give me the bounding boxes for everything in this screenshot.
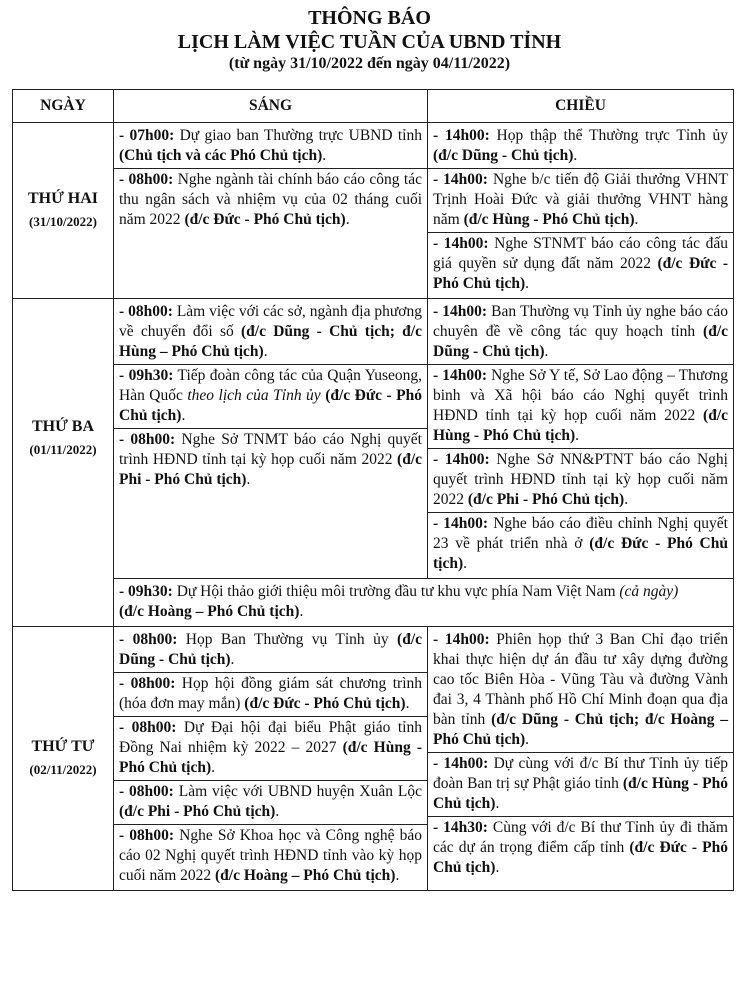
schedule-item <box>428 817 733 880</box>
item-time: - 08h00: <box>119 827 175 844</box>
item-end: . <box>634 211 639 228</box>
schedule-item <box>428 233 733 296</box>
item-end: . <box>299 603 304 620</box>
item-leader: (đ/c Đức - Phó Chủ tịch) <box>244 695 406 712</box>
item-time: - 08h00: <box>119 719 177 736</box>
item-text: Dự giao ban Thường trực UBND tỉnh <box>174 127 422 144</box>
day-cell <box>13 299 114 579</box>
item-leader: (đ/c Hoàng – Phó Chủ tịch) <box>119 603 300 620</box>
item-leader: (đ/c Đức - Phó Chủ tịch) <box>433 255 728 292</box>
item-text: Làm việc với UBND huyện Xuân Lộc <box>173 783 422 800</box>
schedule-item <box>114 825 427 888</box>
item-end: . <box>395 867 400 884</box>
item-text: Nghe Sở Khoa học và Công nghệ báo cáo 02 Nghị quyết trình HĐND tỉnh vào kỳ họp cuối năm 2022 <box>119 827 422 884</box>
item-time: - 08h00: <box>119 303 173 320</box>
item-leader: (đ/c Hùng - Phó Chủ tịch) <box>433 775 728 812</box>
item-text: Ban Thường vụ Tỉnh ủy nghe báo cáo chuyên đề về công tác quy hoạch tỉnh <box>433 303 728 340</box>
day-date: (01/11/2022) <box>29 442 97 458</box>
schedule-item <box>114 581 733 624</box>
item-text: Dự cùng với đ/c Bí thư Tỉnh ủy tiếp đoàn Ban trị sự Phật giáo tỉnh <box>433 755 728 792</box>
day-name: THỨ HAI <box>27 190 99 207</box>
item-end: . <box>322 147 327 164</box>
item-leader: (đ/c Đức - Phó Chủ tịch) <box>433 535 728 572</box>
schedule-item <box>114 169 427 232</box>
item-end: . <box>246 471 251 488</box>
item-end: . <box>345 211 350 228</box>
item-time: - 08h00: <box>119 783 174 800</box>
schedule-item <box>428 513 733 576</box>
afternoon-cell <box>428 627 734 891</box>
morning-cell <box>114 627 428 891</box>
item-time: - 07h00: <box>119 127 175 144</box>
schedule-title: LỊCH LÀM VIỆC TUẦN CỦA UBND TỈNH <box>177 31 562 53</box>
morning-cell <box>114 299 428 579</box>
item-time: - 14h00: <box>433 367 488 384</box>
schedule-item <box>114 781 427 825</box>
item-end: . <box>263 343 268 360</box>
item-leader: (đ/c Hoàng – Phó Chủ tịch) <box>215 867 396 884</box>
item-leader: (đ/c Dũng - Chủ tịch; đ/c Hùng – Phó Chủ tịch) <box>119 323 422 360</box>
item-time: - 14h00: <box>433 303 488 320</box>
fullday-day-cell <box>13 579 114 627</box>
day-name: THỨ TƯ <box>31 738 95 755</box>
schedule-item <box>428 365 733 449</box>
schedule-item <box>428 169 733 233</box>
afternoon-cell <box>428 299 734 579</box>
item-text: Cùng với đ/c Bí thư Tỉnh ủy đi thăm các dự án trọng điểm cấp tỉnh <box>433 819 728 856</box>
afternoon-cell <box>428 123 734 299</box>
table-header-row <box>13 90 734 123</box>
item-time: - 14h00: <box>433 127 490 144</box>
schedule-item <box>428 753 733 817</box>
item-end: . <box>405 695 410 712</box>
item-time: - 08h00: <box>119 675 176 692</box>
fullday-row <box>13 579 734 627</box>
item-time: - 08h00: <box>119 171 174 188</box>
schedule-item <box>428 301 733 365</box>
item-note: (cả ngày) <box>619 583 679 600</box>
item-text: Làm việc với các sở, ngành địa phương về chuyển đổi số <box>119 303 422 340</box>
item-leader: (đ/c Dũng - Chủ tịch) <box>433 323 728 360</box>
item-time: - 14h00: <box>433 755 489 772</box>
item-end: . <box>463 555 468 572</box>
fullday-cell <box>114 579 734 627</box>
notice-title: THÔNG BÁO <box>308 7 431 29</box>
schedule-item <box>428 125 733 169</box>
item-leader: (đ/c Hùng - Phó Chủ tịch) <box>463 211 635 228</box>
item-text: Nghe b/c tiến độ Giải thưởng VHNT Trịnh Hoài Đức và giải thưởng VHNT hàng năm <box>433 171 728 228</box>
item-note: theo lịch của Tỉnh ủy <box>187 387 321 404</box>
schedule-item <box>114 629 427 673</box>
item-time: - 08h00: <box>119 631 178 648</box>
day-date: (31/10/2022) <box>29 214 97 229</box>
item-text: Họp hội đồng giám sát chương trình (hóa đơn may mắn) <box>119 675 422 712</box>
item-end: . <box>275 803 280 820</box>
item-leader: (đ/c Dũng - Chủ tịch) <box>433 147 574 164</box>
item-time: - 14h00: <box>433 631 490 648</box>
item-text: Dự Hội thảo giới thiệu môi trường đầu tư khu vực phía Nam Việt Nam <box>172 583 620 600</box>
item-text: Nghe Sở Y tế, Sở Lao động – Thương binh và Xã hội báo cáo Nghị quyết trình HĐND tỉnh tại kỳ họp cuối năm 2022 <box>433 367 728 424</box>
item-time: - 14h00: <box>433 515 489 532</box>
day-row <box>13 299 734 579</box>
item-leader: (đ/c Đức - Phó Chủ tịch) <box>119 387 422 424</box>
item-text: Nghe STNMT báo cáo công tác đấu giá quyền sử dụng đất năm 2022 <box>433 235 728 272</box>
schedule-item <box>114 365 427 429</box>
item-time: - 09h30: <box>119 583 173 600</box>
item-text: Họp thập thể Thường trực Tỉnh ủy <box>489 127 728 144</box>
item-leader: (đ/c Phi - Phó Chủ tịch) <box>467 491 625 508</box>
day-row <box>13 627 734 891</box>
item-leader: (đ/c Dũng - Chủ tịch) <box>119 631 422 668</box>
document-header <box>0 0 739 74</box>
day-name: THỨ BA <box>31 418 95 436</box>
item-end: . <box>525 731 530 748</box>
item-end: . <box>495 859 500 876</box>
item-text: Nghe Sở NN&PTNT báo cáo Nghị quyết trình HĐND tỉnh tại kỳ họp cuối năm 2022 <box>433 451 728 508</box>
day-cell <box>13 123 114 299</box>
schedule-item <box>114 429 427 492</box>
item-time: - 14h30: <box>433 819 488 836</box>
item-end: . <box>544 343 549 360</box>
item-end: . <box>495 795 500 812</box>
item-time: - 09h30: <box>119 367 174 384</box>
item-text: Nghe báo cáo điều chỉnh Nghị quyết 23 về phát triển nhà ở <box>433 515 728 552</box>
day-date: (02/11/2022) <box>29 762 97 777</box>
day-row <box>13 123 734 299</box>
item-end: . <box>181 407 186 424</box>
column-header-morning: SÁNG <box>114 90 428 123</box>
item-end: . <box>230 651 235 668</box>
item-time: - 14h00: <box>433 451 490 468</box>
morning-cell <box>114 123 428 299</box>
item-text: Nghe ngành tài chính báo cáo công tác thu ngân sách và nhiệm vụ của 02 tháng cuối năm 2022 <box>119 171 422 228</box>
item-end: . <box>624 491 629 508</box>
item-time: - 08h00: <box>119 431 176 448</box>
item-text: Dự Đại hội đại biểu Phật giáo tỉnh Đồng Nai nhiệm kỳ 2022 – 2027 <box>119 719 422 756</box>
item-text: Phiên họp thứ 3 Ban Chỉ đạo triển khai thực hiện dự án đầu tư xây dựng đường cao tốc Biên Hòa - Vũng Tàu và đường Vành đai 3, 4 Thành phố Hồ Chí Minh đoạn qua địa bàn tỉnh <box>433 631 728 728</box>
item-end: . <box>573 147 578 164</box>
item-text: Họp Ban Thường vụ Tỉnh ủy <box>177 631 398 648</box>
item-leader: (đ/c Dũng - Chủ tịch; đ/c Hoàng – Phó Chủ tịch) <box>433 711 728 748</box>
item-end: . <box>211 759 216 776</box>
schedule-table <box>12 89 734 891</box>
item-text: Tiếp đoàn công tác của Quận Yuseong, Hàn Quốc <box>119 367 422 404</box>
schedule-item <box>114 673 427 717</box>
day-cell <box>13 627 114 891</box>
item-leader: (đ/c Phi - Phó Chủ tịch) <box>119 451 422 488</box>
column-header-day: NGÀY <box>13 90 114 123</box>
item-text: Nghe Sở TNMT báo cáo Nghị quyết trình HĐND tỉnh tại kỳ họp cuối năm 2022 <box>119 431 422 468</box>
date-range: (từ ngày 31/10/2022 đến ngày 04/11/2022) <box>228 55 511 72</box>
item-time: - 14h00: <box>433 171 488 188</box>
schedule-item <box>114 301 427 365</box>
item-leader: (Chủ tịch và các Phó Chủ tịch) <box>119 147 323 164</box>
item-leader: (đ/c Hùng - Phó Chủ tịch) <box>433 407 728 444</box>
item-leader: (đ/c Đức - Phó Chủ tịch) <box>433 839 729 876</box>
item-leader: (đ/c Hùng - Phó Chủ tịch) <box>119 739 422 776</box>
schedule-item <box>428 449 733 513</box>
schedule-item <box>428 629 733 753</box>
column-header-afternoon: CHIỀU <box>428 90 734 123</box>
item-leader: (đ/c Đức - Phó Chủ tịch) <box>184 211 346 228</box>
item-leader: (đ/c Phi - Phó Chủ tịch) <box>119 803 276 820</box>
schedule-item <box>114 717 427 781</box>
item-end: . <box>575 427 579 444</box>
schedule-item <box>114 125 427 169</box>
item-time: - 14h00: <box>433 235 489 252</box>
item-end: . <box>525 275 530 292</box>
